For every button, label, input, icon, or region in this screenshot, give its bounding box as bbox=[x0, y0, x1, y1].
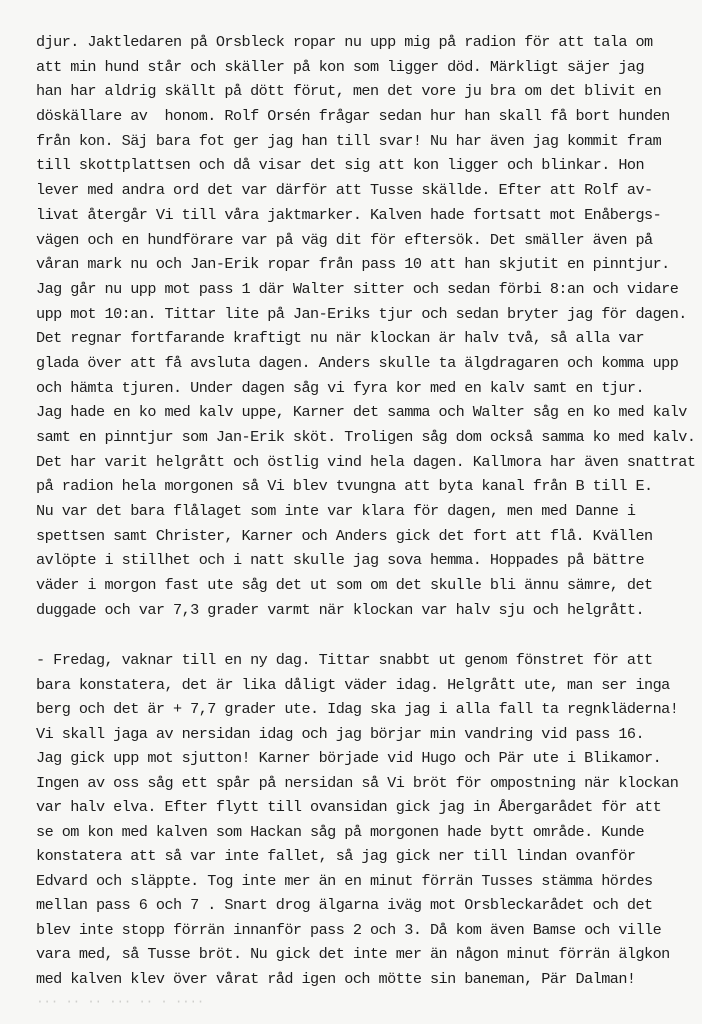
text-line: Det regnar fortfarande kraftigt nu när klockan är halv två, så alla var bbox=[36, 329, 645, 348]
paragraph-1 bbox=[36, 30, 696, 623]
paragraph-2 bbox=[36, 648, 696, 991]
text-line: på radion hela morgonen så Vi blev tvungna att byta kanal från B till E. bbox=[36, 477, 653, 496]
text-line: spettsen samt Christer, Karner och Anders gick det fort att flå. Kvällen bbox=[36, 526, 653, 545]
text-line: Vi skall jaga av nersidan idag och jag börjar min vandring vid pass 16. bbox=[36, 724, 645, 743]
text-line: Ingen av oss såg ett spår på nersidan så Vi bröt för ompostning när klockan bbox=[36, 773, 679, 792]
text-line: väder i morgon fast ute såg det ut som om det skulle bli ännu sämre, det bbox=[36, 576, 653, 595]
bleed-through-text: ··· ·· ·· ··· ·· · ···· bbox=[36, 994, 204, 1009]
text-line: till skottplattsen och då visar det sig att kon ligger och blinkar. Hon bbox=[36, 156, 645, 175]
text-line: han har aldrig skällt på dött förut, men det vore ju bra om det blivit en bbox=[36, 82, 662, 101]
text-line: Jag gick upp mot sjutton! Karner började vid Hugo och Pär ute i Blikamor. bbox=[36, 749, 662, 767]
text-line: Jag hade en ko med kalv uppe, Karner det samma och Walter såg en ko med kalv bbox=[36, 403, 687, 422]
text-line: Edvard och släppte. Tog inte mer än en minut förrän Tusses stämma hördes bbox=[36, 871, 653, 890]
text-line: Nu var det bara flålaget som inte var klara för dagen, men med Danne i bbox=[36, 502, 636, 521]
text-line: från kon. Säj bara fot ger jag han till svar! Nu har även jag kommit fram bbox=[36, 131, 662, 150]
text-line: med kalven klev över vårat råd igen och mötte sin baneman, Pär Dalman! bbox=[36, 969, 636, 988]
text-line: och hämta tjuren. Under dagen såg vi fyra kor med en kalv samt en tjur. bbox=[36, 378, 645, 397]
text-line: Jag går nu upp mot pass 1 där Walter sitter och sedan förbi 8:an och vidare bbox=[36, 279, 679, 298]
text-line: duggade och var 7,3 grader varmt när klockan var halv sju och helgrått. bbox=[36, 600, 645, 619]
text-line: mellan pass 6 och 7 . Snart drog älgarna iväg mot Orsbleckarådet och det bbox=[36, 896, 653, 914]
text-line: se om kon med kalven som Hackan såg på morgonen hade bytt område. Kunde bbox=[36, 822, 645, 841]
text-line: djur. Jaktledaren på Orsbleck ropar nu upp mig på radion för att tala om bbox=[36, 33, 653, 51]
text-line: våran mark nu och Jan-Erik ropar från pass 10 att han skjutit en pinntjur. bbox=[36, 255, 670, 274]
text-line: livat återgår Vi till våra jaktmarker. Kalven hade fortsatt mot Enåbergs- bbox=[36, 205, 662, 224]
text-line: blev inte stopp förrän innanför pass 2 och 3. Då kom även Bamse och ville bbox=[36, 920, 662, 939]
text-line: samt en pinntjur som Jan-Erik sköt. Troligen såg dom också samma ko med kalv. bbox=[36, 428, 696, 446]
text-line: bara konstatera, det är lika dåligt väder idag. Helgrått ute, man ser inga bbox=[36, 675, 670, 694]
text-line: Det har varit helgrått och östlig vind hela dagen. Kallmora har även snattrat bbox=[36, 452, 696, 471]
text-line: konstatera att så var inte fallet, så jag gick ner till lindan ovanför bbox=[36, 847, 636, 865]
text-line: var halv elva. Efter flytt till ovansidan gick jag in Åbergarådet för att bbox=[36, 798, 662, 816]
text-line: upp mot 10:an. Tittar lite på Jan-Eriks tjur och sedan bryter jag för dagen. bbox=[36, 304, 687, 323]
text-line: - Fredag, vaknar till en ny dag. Tittar snabbt ut genom fönstret för att bbox=[36, 651, 653, 669]
text-line: lever med andra ord det var därför att Tusse skällde. Efter att Rolf av- bbox=[36, 181, 653, 200]
text-line: att min hund står och skäller på kon som ligger död. Märkligt säjer jag bbox=[36, 57, 645, 76]
text-line: glada över att få avsluta dagen. Anders skulle ta älgdragaren och komma upp bbox=[36, 353, 679, 372]
text-line: berg och det är + 7,7 grader ute. Idag ska jag i alla fall ta regnkläderna! bbox=[36, 700, 679, 718]
text-line: döskällare av honom. Rolf Orsén frågar sedan hur han skall få bort hunden bbox=[36, 107, 670, 126]
text-line: vägen och en hundförare var på väg dit för eftersök. Det smäller även på bbox=[36, 230, 653, 249]
text-line: vara med, så Tusse bröt. Nu gick det inte mer än någon minut förrän älgkon bbox=[36, 945, 670, 963]
text-line: avlöpte i stillhet och i natt skulle jag sova hemma. Hoppades på bättre bbox=[36, 551, 645, 570]
